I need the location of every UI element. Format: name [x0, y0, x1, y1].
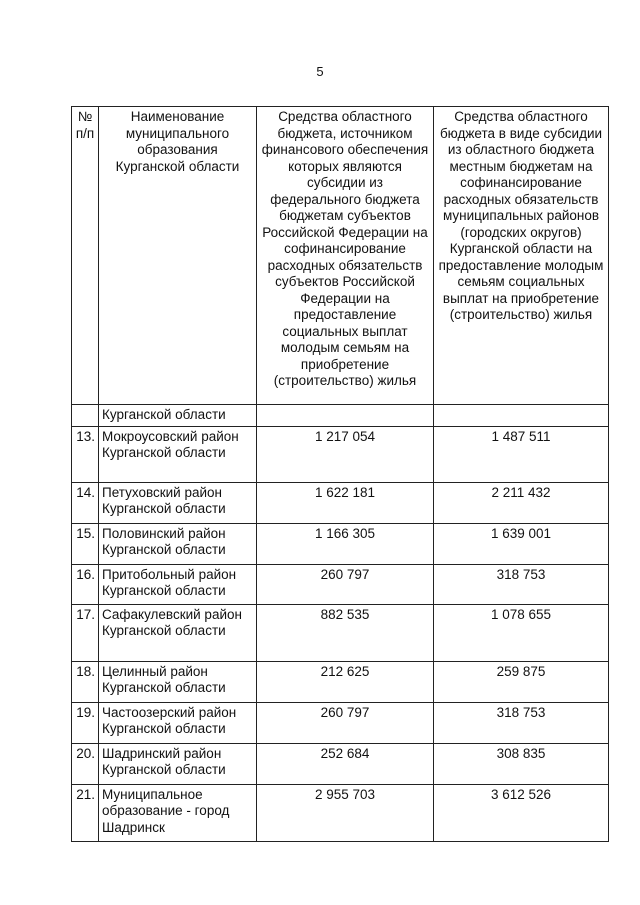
table-row: [72, 784, 609, 841]
subsidy-table: [71, 106, 609, 842]
table-row: [72, 523, 609, 564]
row-num: 21.: [72, 784, 99, 841]
row-num: 18.: [72, 661, 99, 702]
row-num: 14.: [72, 482, 99, 523]
row-value-1: 1 622 181: [257, 482, 434, 523]
table-row: [72, 661, 609, 702]
continuation-name: Курганской области: [99, 405, 257, 427]
header-regional-funds: Средства областного бюджета в виде субсидии из областного бюджета местным бюджетам на софинансирование расходных обязательств муниципальных районов (городских округов) Курганской области на предоставление молодым семьям социальных выплат на приобретение (строительство) жилья: [434, 107, 609, 405]
row-num: 13.: [72, 426, 99, 482]
row-num: 16.: [72, 564, 99, 604]
row-name: Муниципальное образование - город Шадринск: [99, 784, 257, 841]
table-row: [72, 426, 609, 482]
row-num: 20.: [72, 743, 99, 784]
row-value-2: 318 753: [434, 702, 609, 743]
row-value-1: 1 217 054: [257, 426, 434, 482]
table-row: [72, 702, 609, 743]
row-value-2: 3 612 526: [434, 784, 609, 841]
row-num: 19.: [72, 702, 99, 743]
row-name: Мокроусовский район Курганской области: [99, 426, 257, 482]
header-num: № п/п: [72, 107, 99, 405]
row-value-2: 318 753: [434, 564, 609, 604]
row-name: Сафакулевский район Курганской области: [99, 604, 257, 661]
row-name: Петуховский район Курганской области: [99, 482, 257, 523]
row-name: Половинский район Курганской области: [99, 523, 257, 564]
row-value-2: 1 639 001: [434, 523, 609, 564]
page-number: 5: [316, 64, 324, 79]
row-value-1: 212 625: [257, 661, 434, 702]
row-num: 17.: [72, 604, 99, 661]
header-federal-funds: Средства областного бюджета, источником финансового обеспечения которых являются субсидии из федерального бюджета бюджетам субъектов Российской Федерации на софинансирование расходных обязательств субъектов Российской Федерации на предоставление социальных выплат молодым семьям на приобретение (строительство) жилья: [257, 107, 434, 405]
table-row: [72, 482, 609, 523]
table-row-continuation: [72, 405, 609, 427]
row-value-2: 1 078 655: [434, 604, 609, 661]
row-value-2: 1 487 511: [434, 426, 609, 482]
row-value-1: 882 535: [257, 604, 434, 661]
row-value-2: 2 211 432: [434, 482, 609, 523]
table-row: [72, 604, 609, 661]
row-value-2: 259 875: [434, 661, 609, 702]
row-value-1: 2 955 703: [257, 784, 434, 841]
table-header-row: [72, 107, 609, 405]
row-value-1: 260 797: [257, 564, 434, 604]
row-num: 15.: [72, 523, 99, 564]
row-name: Шадринский район Курганской области: [99, 743, 257, 784]
table-row: [72, 564, 609, 604]
row-value-1: 1 166 305: [257, 523, 434, 564]
header-name: Наименование муниципального образования Курганской области: [99, 107, 257, 405]
row-name: Частоозерский район Курганской области: [99, 702, 257, 743]
row-name: Целинный район Курганской области: [99, 661, 257, 702]
table-row: [72, 743, 609, 784]
row-name: Притобольный район Курганской области: [99, 564, 257, 604]
row-value-1: 252 684: [257, 743, 434, 784]
row-value-1: 260 797: [257, 702, 434, 743]
row-value-2: 308 835: [434, 743, 609, 784]
